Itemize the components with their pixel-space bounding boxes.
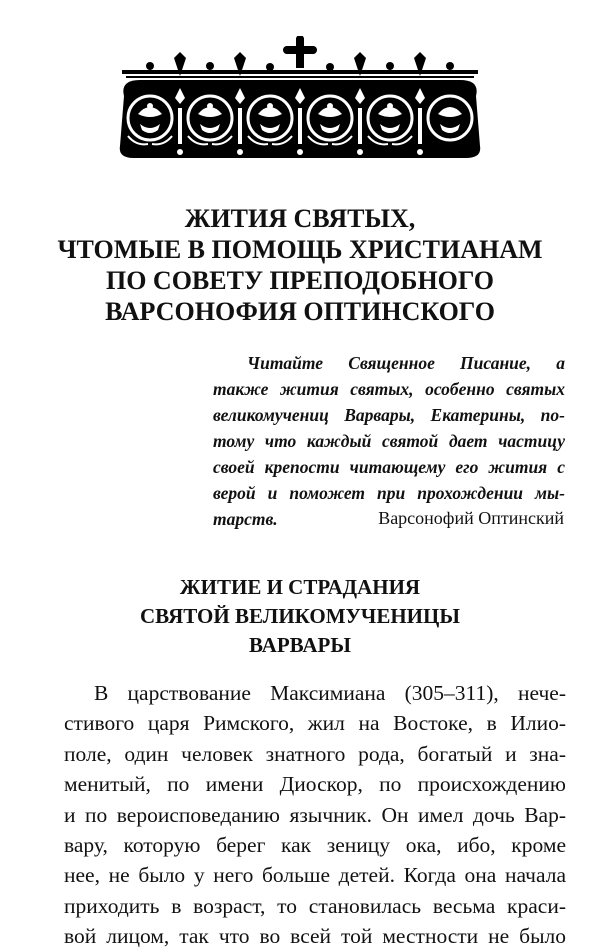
- cross-icon: [283, 36, 317, 68]
- body-line: вой лицом, так что во всей той местности не было: [64, 924, 566, 949]
- book-title: [0, 203, 600, 327]
- body-line: менитый, по имени Диоскор, по происхождению: [64, 772, 566, 797]
- body-line: и по вероисповеданию язычник. Он имел дочь Вар-: [64, 802, 566, 827]
- body-line: вару, которую берег как зеницу ока, ибо, кроме: [64, 833, 566, 858]
- epigraph-line: Читайте Священное Писание, а: [247, 353, 565, 373]
- section-heading-line: СВЯТОЙ ВЕЛИКОМУЧЕНИЦЫ: [140, 604, 460, 628]
- title-line: ПО СОВЕТУ ПРЕПОДОБНОГО: [105, 266, 495, 295]
- body-text: [64, 678, 566, 952]
- epigraph-line: также жития святых, особенно святых: [213, 379, 565, 399]
- body-line: поле, один человек знатного рода, богатый и зна-: [64, 741, 566, 766]
- section-heading: [0, 573, 600, 660]
- epigraph: [213, 350, 565, 532]
- title-line: ЖИТИЯ СВЯТЫХ,: [184, 204, 416, 233]
- epigraph-line: верой и поможет при прохождении мы-: [213, 483, 565, 503]
- body-line: нее, не было у него больше детей. Когда она начала: [64, 863, 566, 888]
- epigraph-author: Варсонофий Оптинский: [378, 508, 564, 528]
- title-line: ЧТОМЫЕ В ПОМОЩЬ ХРИСТИАНАМ: [57, 235, 543, 264]
- section-heading-line: ЖИТИЕ И СТРАДАНИЯ: [179, 575, 421, 599]
- epigraph-line: тому что каждый святой дает частицу: [213, 431, 565, 451]
- body-line: стивого царя Римского, жил на Востоке, в Илио-: [64, 711, 566, 736]
- epigraph-line: своей крепости читающему его жития с: [213, 457, 565, 477]
- epigraph-line: тарств.: [213, 509, 278, 529]
- body-line: приходить в возраст, то становилась весьма краси-: [64, 893, 566, 918]
- body-line: В царствование Максимиана (305–311), нече-: [94, 681, 566, 705]
- epigraph-line: великомучениц Варвары, Екатерины, по-: [213, 405, 565, 425]
- section-heading-line: ВАРВАРЫ: [249, 633, 351, 657]
- title-line: ВАРСОНОФИЯ ОПТИНСКОГО: [105, 297, 495, 326]
- ornament-headpiece: [110, 36, 490, 160]
